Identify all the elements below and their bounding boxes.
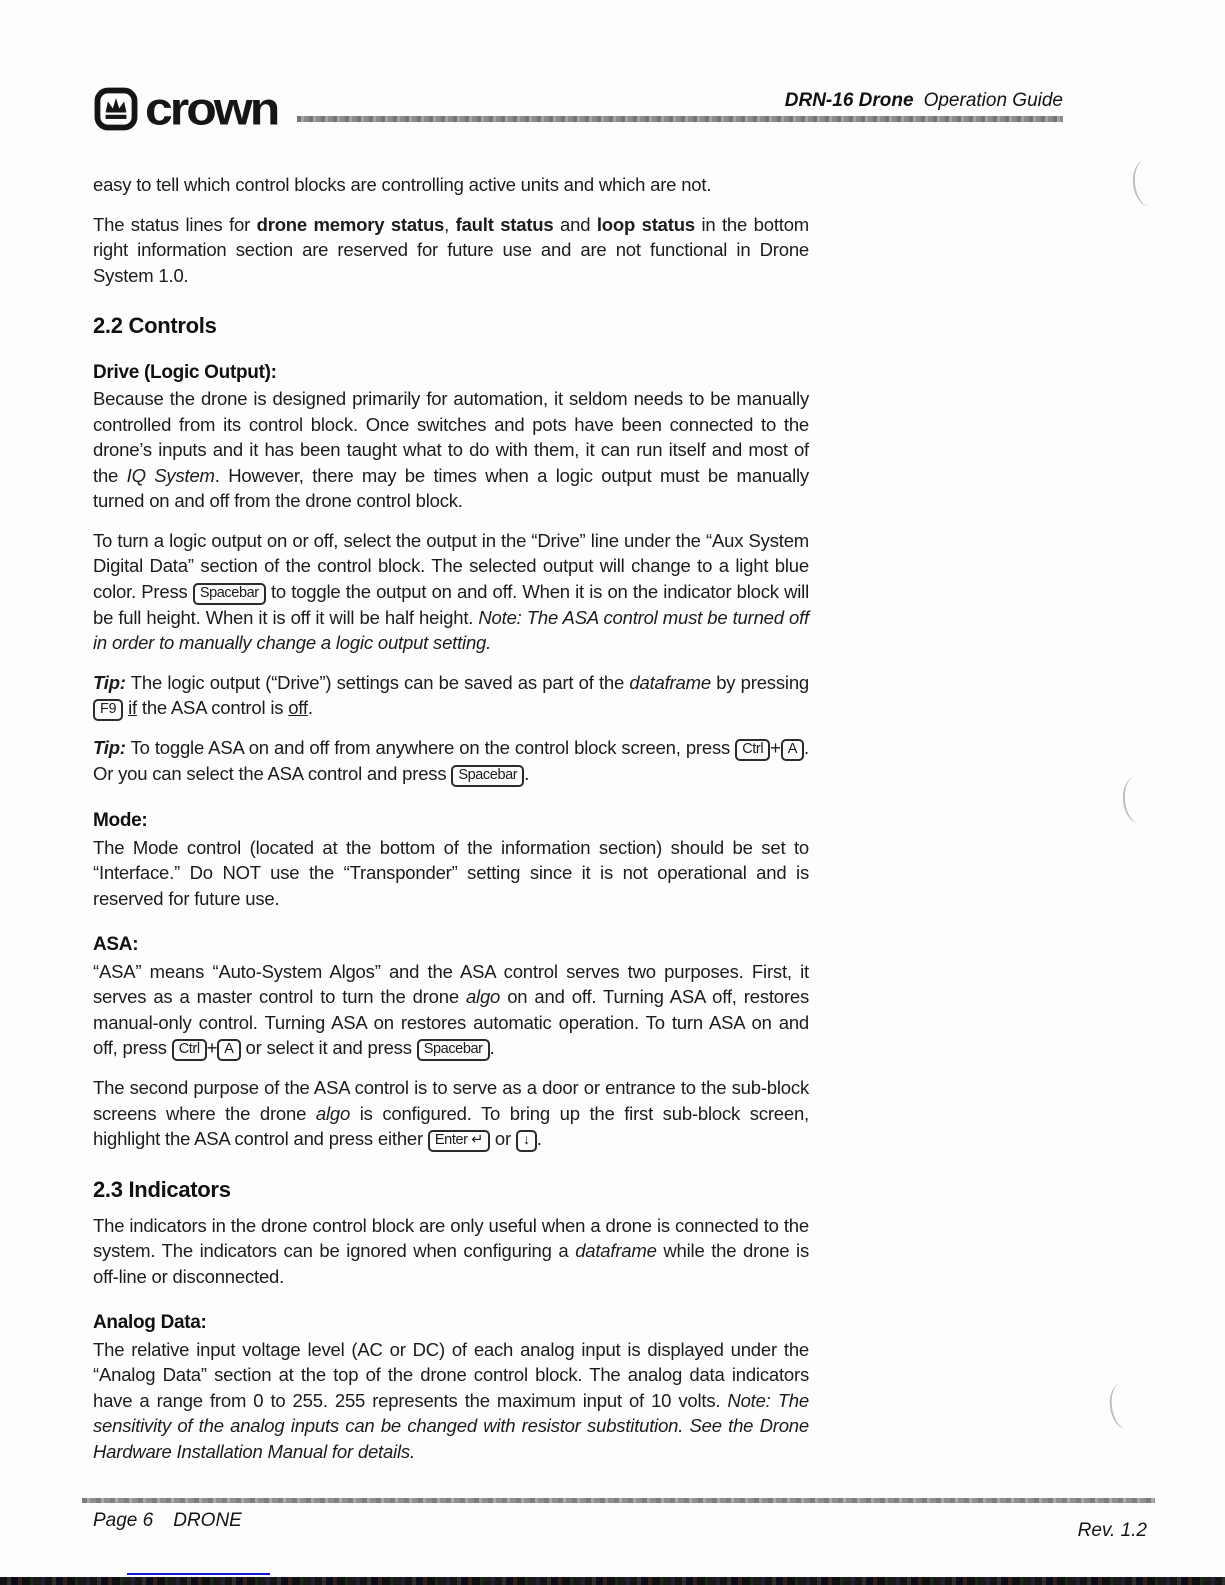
para-status-lines: [93, 212, 809, 289]
text-segment: fault status: [455, 213, 554, 235]
text-segment: Because the drone is designed primarily for automation, it seldom needs to be manually controlled from its control block. Once switches and pots have been connected to the drone’s inputs and it has been taught what to do with them, it can run itself and most of the: [93, 388, 809, 486]
scan-noise-strip: [0, 1577, 1225, 1585]
scan-artifact-arc-top: [1131, 159, 1164, 208]
section-2-2-controls: 2.2 Controls: [93, 313, 217, 338]
text-segment: if: [128, 697, 137, 718]
keycap-spacebar: Spacebar: [417, 1039, 490, 1061]
para-tip-dataframe: [93, 670, 809, 722]
subheading-mode: Mode:: [93, 810, 148, 831]
scan-artifact-arc-middle: [1121, 776, 1154, 825]
para-asa-second: [93, 1075, 809, 1152]
crown-icon: [94, 87, 138, 131]
text-segment: by pressing: [710, 671, 809, 693]
text-segment: ,: [444, 213, 456, 235]
text-segment: loop status: [596, 213, 695, 235]
para-active-units: [93, 172, 809, 198]
text-segment: . However, there may be times when a logic output must be manually turned on and off from the drone control block.: [93, 464, 809, 511]
crown-logo: [94, 84, 277, 134]
text-segment: off: [288, 697, 308, 718]
doc-title-guide: Operation Guide: [923, 90, 1063, 111]
text-segment: The logic output (“Drive”) settings can be saved as part of the: [125, 671, 630, 693]
header-rule: [297, 116, 1063, 122]
keycap-ctrl: Ctrl: [735, 739, 770, 761]
text-segment: To turn a logic output on or off, select the output in the “Drive” line under the “Aux System Digital Data” section of the control block. The selected output will change to a light blue color. Press: [93, 529, 809, 602]
para-asa-first: [93, 959, 809, 1062]
text-segment: The Mode control (located at the bottom of the information section) should be set to “Interface.” Do NOT use the “Transponder” setting since it is not operational and is reserved for future use.: [93, 836, 809, 909]
text-segment: algo: [465, 986, 501, 1007]
text-segment: The status lines for: [93, 213, 257, 235]
doc-content: [93, 172, 809, 1478]
keycap-enter: Enter ↵: [428, 1130, 490, 1152]
doc-title-product: DRN-16 Drone: [784, 90, 914, 111]
text-segment: the ASA control is: [136, 697, 289, 718]
keycap-spacebar: Spacebar: [451, 765, 524, 787]
subheading-analog-data: Analog Data:: [93, 1312, 207, 1333]
text-segment: +: [206, 1037, 218, 1058]
text-segment: . Or you can select the ASA control and press: [93, 737, 809, 784]
text-segment: on and off. Turning ASA off, restores manual-only control. Turning ASA on restores automatic operation. To turn ASA on and off, press: [93, 986, 809, 1058]
footer-left: [93, 1510, 242, 1532]
text-segment: drone memory status: [256, 213, 445, 235]
text-segment: IQ System: [126, 464, 215, 486]
para-tip-toggle-asa: [93, 735, 809, 787]
text-segment: while the drone is off-line or disconnected.: [93, 1240, 809, 1287]
text-segment: The indicators in the drone control block are only useful when a drone is connected to the system. The indicators can be ignored when configuring a: [93, 1214, 809, 1261]
text-segment: Note: The ASA control must be turned off in order to manually change a logic output setting.: [93, 606, 809, 653]
para-toggle-output: [93, 528, 809, 656]
text-segment: Tip:: [93, 737, 126, 758]
text-segment: to toggle the output on and off. When it is on the indicator block will be full height. When it is off it will be half height.: [93, 580, 810, 628]
text-segment: algo: [315, 1102, 351, 1124]
text-segment: Note: The sensitivity of the analog inputs can be changed with resistor substitution. See the Drone Hardware Installation Manual for details.: [93, 1389, 809, 1462]
text-segment: .: [536, 1128, 542, 1149]
text-segment: +: [770, 737, 781, 758]
text-segment: dataframe: [575, 1240, 657, 1261]
footer-rule: [82, 1498, 1155, 1503]
para-indicators: [93, 1213, 809, 1290]
text-segment: or select it and press: [240, 1037, 417, 1058]
footer-product-name: DRONE: [173, 1510, 242, 1531]
text-segment: Tip:: [93, 671, 126, 693]
section-2-3-indicators: 2.3 Indicators: [93, 1177, 231, 1202]
text-segment: .: [489, 1037, 495, 1058]
crown-logo-wordmark: crown: [145, 83, 278, 135]
subheading-drive-logic-output: Drive (Logic Output):: [93, 361, 277, 383]
keycap-f9: F9: [93, 699, 123, 721]
text-segment: The second purpose of the ASA control is to serve as a door or entrance to the sub-block screens where the drone: [93, 1077, 809, 1124]
keycap-a: A: [781, 739, 804, 761]
text-segment: The relative input voltage level (AC or DC) of each analog input is displayed under the “Analog Data” section at the top of the drone control block. The analog data indicators have a range from 0 to 255. 255 represents the maximum input of 10 volts.: [93, 1338, 809, 1411]
text-segment: “ASA” means “Auto-System Algos” and the ASA control serves two purposes. First, it serves as a master control to turn the drone: [93, 960, 809, 1007]
keycap-item: ↓: [516, 1130, 537, 1152]
text-segment: To toggle ASA on and off from anywhere on the control block screen, press: [125, 737, 736, 758]
footer-revision: Rev. 1.2: [1077, 1520, 1147, 1541]
text-segment: dataframe: [629, 671, 711, 693]
para-analog-data: [93, 1337, 809, 1465]
blue-underline-mark: [127, 1573, 270, 1575]
text-segment: .: [524, 763, 530, 784]
scan-artifact-arc-bottom: [1107, 1381, 1141, 1430]
text-segment: is configured. To bring up the first sub-block screen, highlight the ASA control and press either: [93, 1102, 809, 1149]
subheading-asa: ASA:: [93, 934, 139, 955]
text-segment: or: [489, 1128, 516, 1149]
text-segment: .: [307, 697, 313, 718]
footer-page-number: Page 6: [93, 1510, 154, 1531]
text-segment: easy to tell which control blocks are controlling active units and which are not.: [93, 174, 712, 195]
doc-title: [785, 90, 1063, 112]
para-mode: [93, 835, 809, 912]
keycap-a: A: [217, 1039, 240, 1061]
text-segment: and: [553, 213, 597, 235]
text-segment: in the bottom right information section are reserved for future use and are not functional in Drone System 1.0.: [93, 213, 809, 286]
para-drive: [93, 386, 809, 514]
keycap-ctrl: Ctrl: [172, 1039, 207, 1061]
keycap-spacebar: Spacebar: [193, 583, 266, 605]
